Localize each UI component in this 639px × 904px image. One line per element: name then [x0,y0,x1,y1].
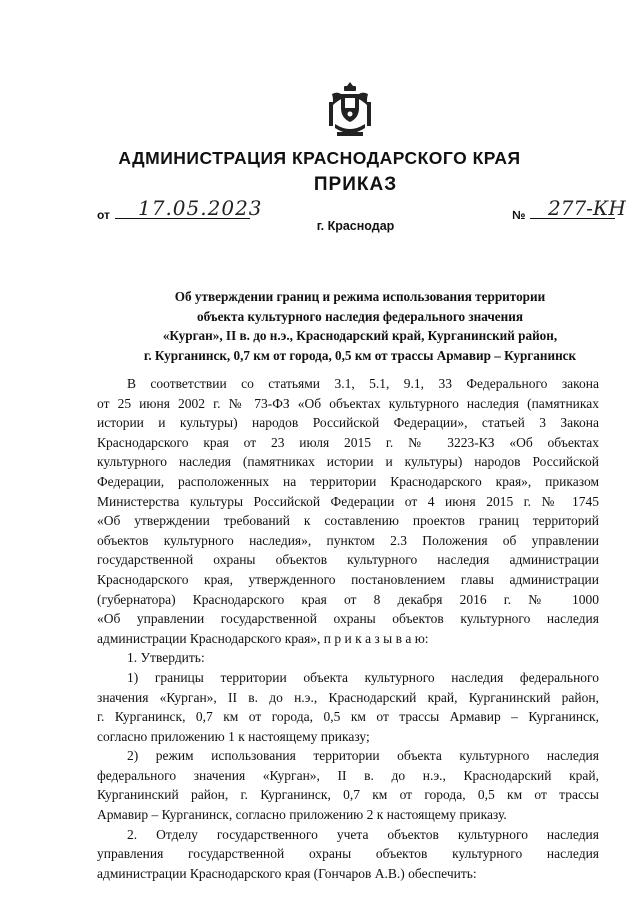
order-title [80,287,639,365]
body-line: «Об утверждении требований к составлению проектов границ территорий [97,513,599,529]
body-line: 1. Утвердить: [127,650,205,666]
coat-of-arms-icon [327,80,373,138]
body-line: Федерации, расположенных на территории Краснодарского края», приказом [97,473,599,489]
body-line: г. Курганинск, 0,7 км от города, 0,5 км от трассы Армавир – Курганинск, [97,709,599,725]
body-line: 2. Отделу государственного учета объектов культурного наследия [127,826,599,842]
body-line: государственной охраны объектов культурного наследия администрации [97,552,599,568]
body-line: Армавир – Курганинск, согласно приложению 2 к настоящему приказу. [97,807,507,823]
title-line: Об утверждении границ и режима использования территории [174,289,546,304]
body-line: Краснодарского края от 23 июля 2015 г. № 3223-КЗ «Об объектах [97,434,599,450]
date-label: от [97,208,110,222]
body-line: администрации Краснодарского края (Гончаров А.В.) обеспечить: [97,865,477,881]
body-line: культурного наследия (памятниках истории и культуры) народов Российской [97,454,599,470]
body-line: Курганинский район, г. Курганинск, 0,7 км от города, 0,5 км от трассы [97,787,599,803]
order-body [97,374,599,883]
number-label: № [512,208,526,222]
body-line: согласно приложению 1 к настоящему приказу; [97,728,370,744]
body-line: «Об управлении государственной охраны объектов культурного наследия [97,611,599,627]
body-line: Краснодарского края, утвержденного постановлением главы администрации [97,571,599,587]
body-line: объектов культурного наследия», пунктом 2.3 Положения об управлении [97,532,599,548]
body-line: Министерства культуры Российской Федерации от 4 июня 2015 г. № 1745 [97,493,599,509]
body-line: 1) границы территории объекта культурного наследия федерального [127,669,599,685]
title-line: «Курган», II в. до н.э., Краснодарский край, Курганинский район, [162,328,558,343]
body-line: В соответствии со статьями 3.1, 5.1, 9.1, 33 Федерального закона [127,376,599,391]
issuing-authority: АДМИНИСТРАЦИЯ КРАСНОДАРСКОГО КРАЯ [118,148,521,168]
body-line: истории и культуры) народов Российской Федерации», статьей 3 Закона [97,415,599,431]
body-line: от 25 июня 2002 г. № 73-ФЗ «Об объектах культурного наследия (памятниках [97,395,599,411]
city: г. Краснодар [316,219,395,233]
body-line: федерального значения «Курган», II в. до н.э., Краснодарский край, [97,767,599,783]
body-line: управления государственной охраны объектов культурного наследия [97,846,599,862]
document-type: ПРИКАЗ [313,174,398,195]
body-line: (губернатора) Краснодарского края от 8 декабря 2016 г. № 1000 [97,591,599,607]
body-line: 2) режим использования территории объекта культурного наследия [127,748,599,764]
handwritten-date: 17.05.2023 [138,196,263,220]
title-line: объекта культурного наследия федерального значения [197,308,523,324]
body-line: значения «Курган», II в. до н.э., Краснодарский край, Курганинский район, [97,689,599,705]
title-line: г. Курганинск, 0,7 км от города, 0,5 км от трассы Армавир – Курганинск [143,347,577,363]
body-line: администрации Краснодарского края», п р и к а з ы в а ю: [97,630,429,646]
handwritten-number: 277-КН [548,196,626,220]
